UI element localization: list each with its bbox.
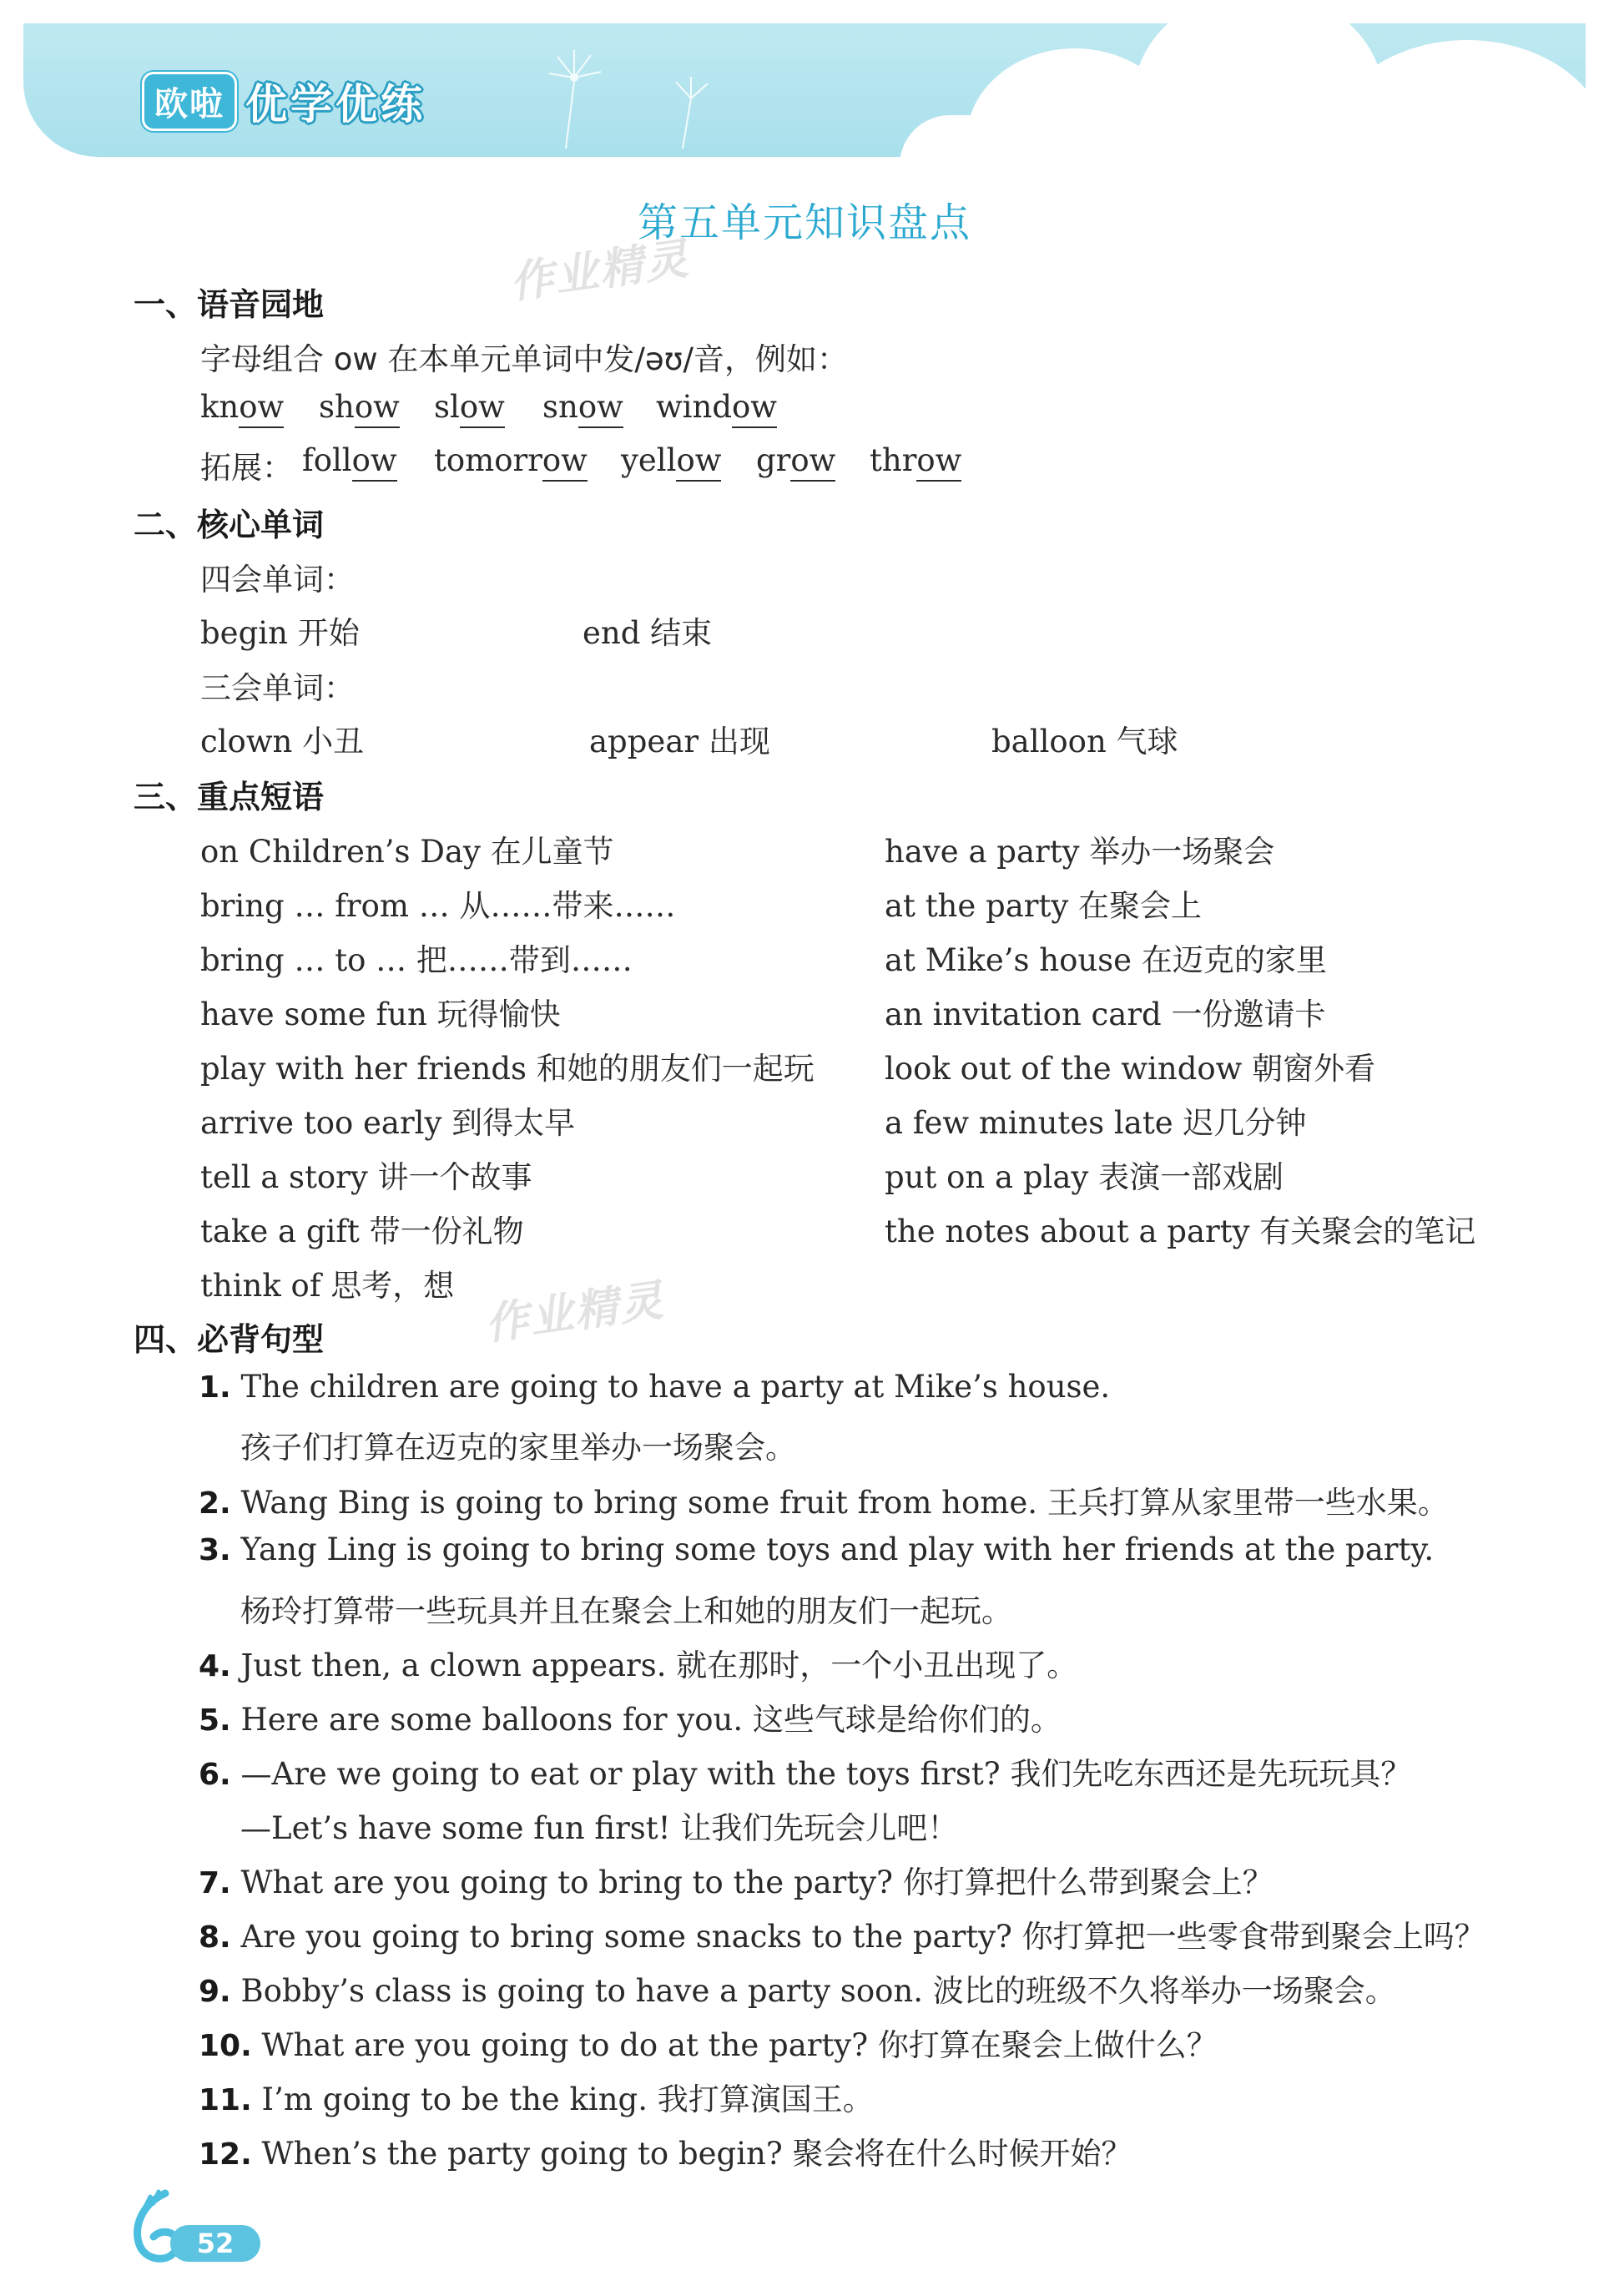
brand-name: 优学优练 (245, 80, 426, 129)
phrase-item: bring … from … 从……带来…… (200, 888, 676, 924)
sentence-item: 1. The children are going to have a party at Mike’s house. (199, 1369, 1111, 1405)
sentence-item: 9. Bobby’s class is going to have a party soon. 波比的班级不久将举办一场聚会。 (199, 1973, 1396, 2009)
phonics-word: follow (302, 442, 397, 478)
watermark: 作业精灵 (482, 1275, 668, 1350)
vocab-item: appear 出现 (589, 724, 770, 759)
phonics-word: show (319, 389, 400, 425)
section-heading-key-phrases: 三、重点短语 (134, 779, 325, 815)
phrase-item: on Children’s Day 在儿童节 (200, 834, 614, 870)
phrase-item: arrive too early 到得太早 (200, 1105, 576, 1141)
phrase-item: play with her friends 和她的朋友们一起玩 (200, 1051, 815, 1087)
phrase-item: bring … to … 把……带到…… (200, 942, 633, 978)
sentence-item: 11. I’m going to be the king. 我打算演国王。 (199, 2082, 874, 2117)
phrase-item: an invitation card 一份邀请卡 (885, 997, 1326, 1032)
phonics-word: yellow (621, 442, 721, 478)
phonics-word: grow (756, 442, 835, 478)
phonics-word: window (656, 389, 777, 425)
sentence-item: 4. Just then, a clown appears. 就在那时，一个小丑出现了。 (199, 1648, 1078, 1683)
brand-tag: 欧啦 (142, 72, 237, 131)
page-title: 第五单元知识盘点 (637, 199, 971, 246)
phonics-word: snow (542, 389, 623, 425)
phrase-item: the notes about a party 有关聚会的笔记 (885, 1214, 1476, 1249)
dandelion-icon (491, 40, 758, 157)
kite-line-icon (1258, 40, 1359, 90)
brand-logo (142, 75, 426, 127)
phrase-item: look out of the window 朝窗外看 (885, 1051, 1376, 1087)
watermark: 作业精灵 (507, 234, 693, 309)
vocab-item: clown 小丑 (200, 724, 365, 759)
phrase-item: take a gift 带一份礼物 (200, 1214, 524, 1249)
phrase-item: tell a story 讲一个故事 (200, 1159, 532, 1195)
phrase-item: put on a play 表演一部戏剧 (885, 1159, 1284, 1195)
phonics-word: tomorrow (434, 442, 588, 478)
vocab-item: end 结束 (583, 615, 713, 651)
sentence-item: 3. Yang Ling is going to bring some toys and play with her friends at the party. (199, 1532, 1435, 1567)
three-skill-label: 三会单词： (200, 670, 355, 706)
sentence-dialogue-line: —Let’s have some fun first! 让我们先玩会儿吧！ (240, 1810, 959, 1846)
page-header-band (23, 23, 1586, 157)
cloud-shape (900, 115, 1586, 157)
four-skill-label: 四会单词： (200, 562, 355, 598)
section-heading-phonics: 一、语音园地 (134, 286, 325, 323)
phrase-item: think of 思考，想 (200, 1268, 455, 1304)
phonics-word: slow (434, 389, 505, 425)
sentence-item: 5. Here are some balloons for you. 这些气球是给你们的。 (199, 1702, 1062, 1738)
sentence-item: 12. When’s the party going to begin? 聚会将在什么时候开始？ (199, 2136, 1132, 2172)
phonics-word: throw (870, 442, 961, 478)
section-heading-core-words: 二、核心单词 (134, 507, 325, 543)
phonics-intro: 字母组合 ow 在本单元单词中发/əʊ/音，例如： (200, 341, 848, 377)
extension-label: 拓展： (200, 450, 293, 486)
sentence-item: 8. Are you going to bring some snacks to the party? 你打算把一些零食带到聚会上吗？ (199, 1919, 1485, 1955)
phrase-item: at Mike’s house 在迈克的家里 (885, 942, 1327, 978)
vocab-item: begin 开始 (200, 615, 360, 651)
section-heading-key-sentences: 四、必背句型 (134, 1321, 325, 1358)
sentence-translation: 孩子们打算在迈克的家里举办一场聚会。 (240, 1430, 796, 1466)
sentence-item: 10. What are you going to do at the party? 你打算在聚会上做什么？ (199, 2027, 1218, 2063)
phrase-item: have some fun 玩得愉快 (200, 997, 561, 1032)
page-number: 52 (170, 2225, 260, 2262)
sentence-item: 6. —Are we going to eat or play with the toys first? 我们先吃东西还是先玩玩具？ (199, 1756, 1412, 1792)
sentence-item: 2. Wang Bing is going to bring some fruit from home. 王兵打算从家里带一些水果。 (199, 1485, 1449, 1521)
sentence-item: 7. What are you going to bring to the party? 你打算把什么带到聚会上？ (199, 1865, 1274, 1900)
phrase-item: at the party 在聚会上 (885, 888, 1203, 924)
sentence-translation: 杨玲打算带一些玩具并且在聚会上和她的朋友们一起玩。 (240, 1593, 1012, 1629)
vocab-item: balloon 气球 (991, 724, 1178, 759)
phrase-item: a few minutes late 迟几分钟 (885, 1105, 1307, 1141)
phonics-word: know (200, 389, 284, 425)
phrase-item: have a party 举办一场聚会 (885, 834, 1275, 870)
